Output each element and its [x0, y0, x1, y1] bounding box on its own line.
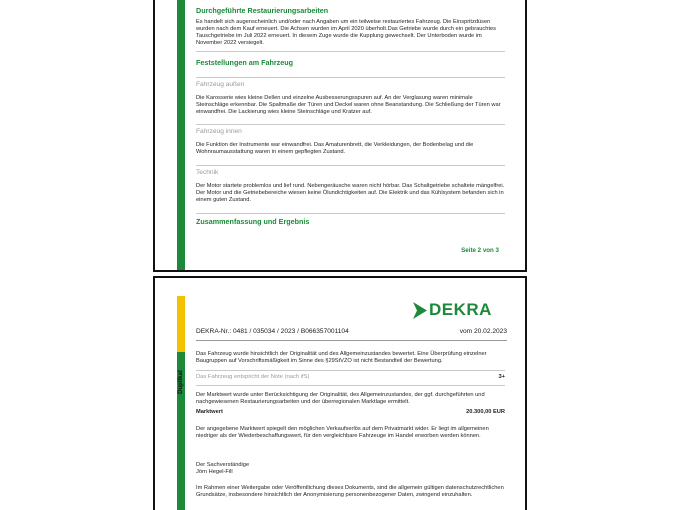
market-value-label: Marktwert [196, 409, 223, 415]
dekra-arrow-icon [413, 302, 427, 319]
subsection-title: Fahrzeug innen [196, 128, 242, 135]
report-page-2 [153, 0, 527, 272]
expert-role: Der Sachverständige [196, 462, 250, 468]
divider [196, 77, 505, 78]
privacy-text: Im Rahmen einer Weitergabe oder Veröffentlichung dieses Dokuments, sind die allgemein gültigen datenschutzrechtlichen Grundsätze, insbesondere hinsichtlich der Anonymisierung personenbezogener Daten, zwingend einzuhalten. [196, 485, 504, 498]
dekra-number: DEKRA-Nr.: 0481 / 035034 / 2023 / B066357001104 [196, 328, 349, 335]
grade-value: 3+ [498, 374, 505, 380]
subsection-text: Der Motor startete problemlos und lief rund. Nebengeräusche waren nicht hörbar. Das Schaltgetriebe schaltete mängelfrei. Der Motor und die Getriebebereiche wiesen keine Ölundichtigkeiten auf. Die Elektrik und das Kühlsystem befanden sich in einem guten Zustand. [196, 183, 505, 203]
divider [196, 51, 505, 52]
market-value-explanation [196, 426, 505, 440]
green-side-bar [177, 0, 185, 270]
grade-label: Das Fahrzeug entspricht der Note (nach ifS) [196, 374, 310, 380]
divider [196, 385, 505, 386]
grade-row [196, 374, 505, 381]
section-restoration [196, 6, 505, 47]
divider [196, 370, 505, 371]
report-page-3 [153, 276, 527, 510]
yellow-side-bar [177, 296, 185, 352]
market-value-note [196, 392, 505, 406]
market-value-amount: 20.300,00 EUR [466, 409, 505, 415]
subsection-title: Technik [196, 169, 219, 176]
subsection-text: Die Karosserie wies kleine Dellen und einzelne Ausbesserungsspuren auf. An der Verglasung waren minimale Steinschläge erkennbar. Die Spaltmaße der Türen und Deckel waren ohne Beanstandung. Die Schließung der Türen war einwandfrei. Die Lackierung wies kleine Steinschläge und Kratzer auf. [196, 95, 501, 115]
divider [196, 213, 505, 214]
market-value-text: Der Marktwert wurde unter Berücksichtigung der Originalität, des Allgemeinzustandes, der ggf. durchgeführten und nachgewiesenen Restaurierungsarbeiten und der überregionalen Marktlage ermittelt. [196, 392, 485, 405]
logo-wordmark: DEKRA [429, 300, 492, 319]
explanation-text: Der angegebene Marktwert spiegelt den möglichen Verkaufserlös auf dem Privatmarkt wider. Er liegt im allgemeinen niedriger als der Wiederbeschaffungswert, für den vergleichbare Fahrzeuge im Handel erworben werden können. [196, 426, 489, 439]
duplikat-stamp: Duplikat [178, 370, 185, 394]
section-findings [196, 58, 505, 67]
evaluation-text: Das Fahrzeug wurde hinsichtlich der Originalität und des Allgemeinzustandes bewertet. Eine Überprüfung einzelner Baugruppen auf Vorschriftsmäßigkeit im Sinne des §29StVZO ist nicht Bestandteil der Bewertung. [196, 351, 487, 364]
reference-line [196, 328, 507, 335]
subsection-text: Die Funktion der Instrumente war einwandfrei. Das Amaturenbrett, die Verkleidungen, der Bodenbelag und die Wohnraumausstattung waren in einem gepflegten Zustand. [196, 142, 474, 155]
report-date: vom 20.02.2023 [459, 328, 507, 335]
divider [196, 340, 507, 341]
market-value-row [196, 409, 505, 416]
section-title: Feststellungen am Fahrzeug [196, 58, 294, 67]
section-title: Zusammenfassung und Ergebnis [196, 217, 310, 226]
dekra-logo [413, 300, 492, 320]
section-title: Durchgeführte Restaurierungsarbeiten [196, 6, 329, 15]
divider [196, 124, 505, 125]
subsection-title: Fahrzeug außen [196, 81, 245, 88]
evaluation-note [196, 351, 505, 365]
page-number: Seite 2 von 3 [461, 247, 499, 254]
section-exterior [196, 81, 505, 116]
expert-name: Jörn Hegel-Fill [196, 469, 233, 475]
section-summary [196, 217, 505, 226]
expert-signature [196, 462, 505, 476]
privacy-notice [196, 485, 505, 499]
section-text: Es handelt sich augenscheinlich und/oder nach Angaben um ein teilweise restauriertes Fahrzeug. Die Einspritzdüsen wurden nach dem Kauf erneuert. Die Achsen wurden im April 2020 überholt.Das Getriebe wurde durch ein gebrauchtes Tauschgetriebe im Juli 2022 erneuert. In diesem Zuge wurde die Kupplung gewechselt. Der Unterboden wurde im November 2022 versiegelt. [196, 19, 497, 46]
section-technik [196, 169, 505, 204]
divider [196, 165, 505, 166]
section-interior [196, 128, 505, 156]
